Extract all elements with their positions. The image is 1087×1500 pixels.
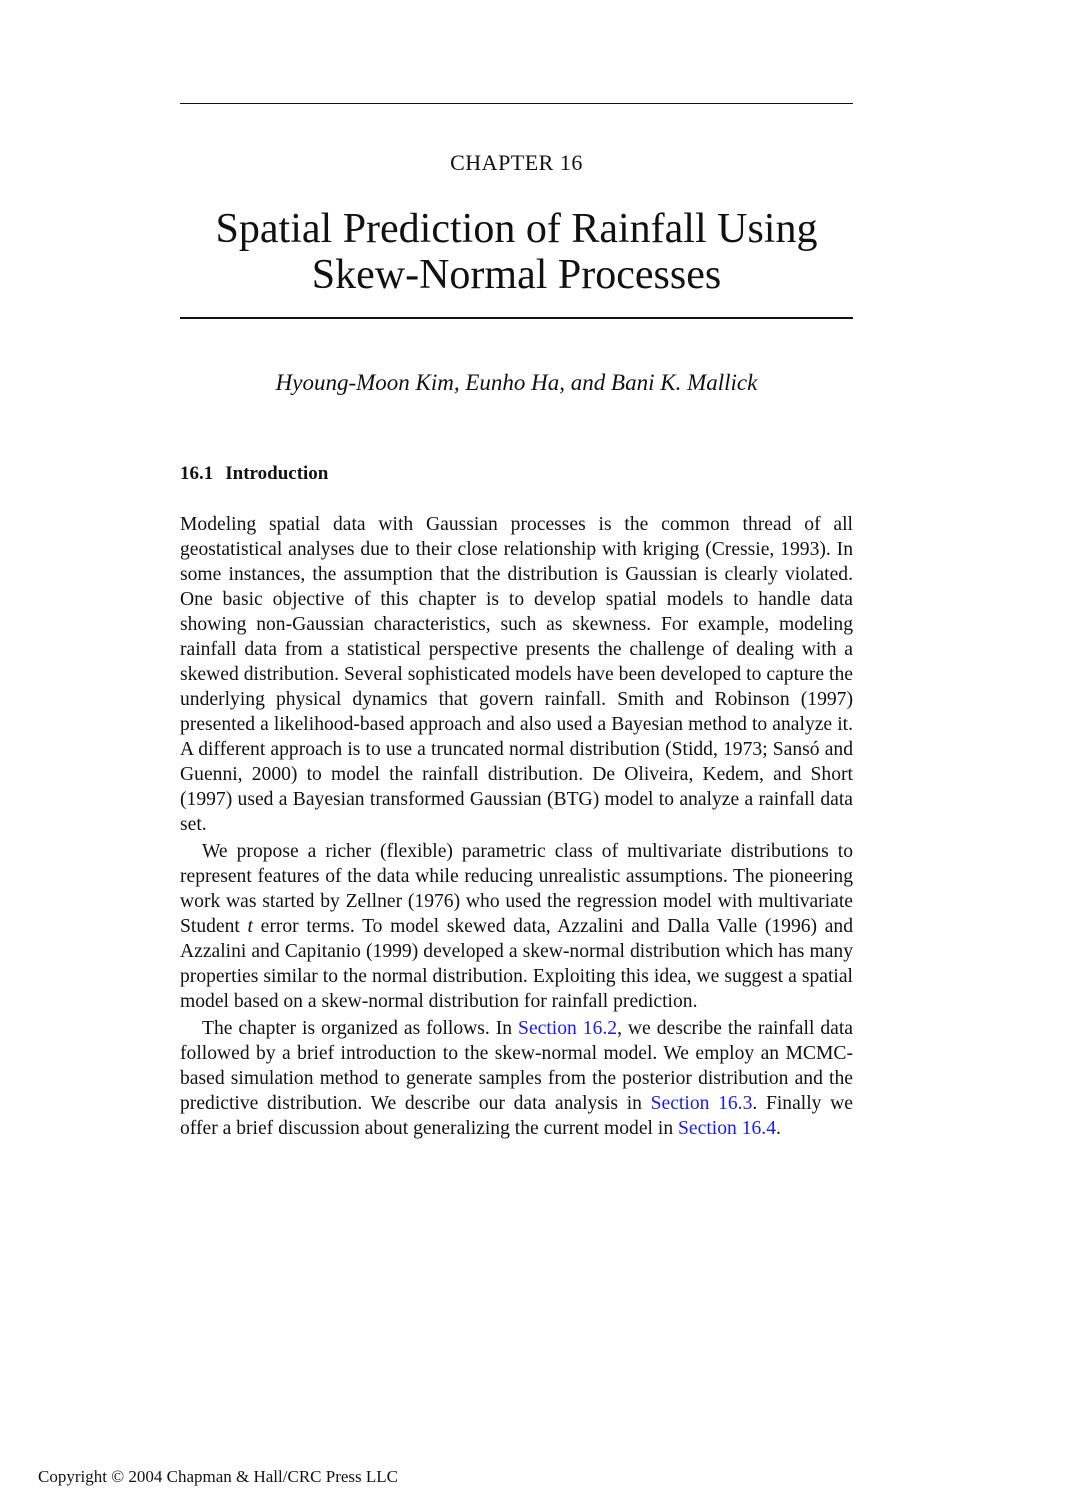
paragraph-2-text-b: error terms. To model skewed data, Azzalini and Dalla Valle (1996) and Azzalini and Capitanio (1999) developed a skew-normal distribution which has many properties similar to the normal distribution. Exploiting this idea, we suggest a spatial model based on a skew-normal distribution for rainfall prediction. [180, 916, 854, 1012]
chapter-authors: Hyoung-Moon Kim, Eunho Ha, and Bani K. Mallick [275, 370, 758, 395]
paragraph-3-text-c: . Finally we offer a brief discussion about generalizing the current model in [180, 1093, 853, 1139]
section-number: 16.1 [180, 463, 214, 484]
top-rule [180, 103, 853, 104]
paragraph-3-text-d: . [776, 1118, 781, 1139]
chapter-label: CHAPTER 16 [450, 150, 583, 175]
section-16-4-link[interactable]: Section 16.4 [678, 1118, 776, 1139]
paragraph-2-text-a: We propose a richer (flexible) parametric class of multivariate distributions to represent features of the data while reducing unrealistic assumptions. The pioneering work was started by Zellner (1976) who used the regression model with multivariate Student [180, 841, 853, 937]
section-16-3-link[interactable]: Section 16.3 [650, 1093, 753, 1114]
section-16-2-link[interactable]: Section 16.2 [518, 1018, 618, 1039]
body-text [180, 512, 853, 1141]
student-t-symbol: t [247, 916, 253, 937]
paragraph-3-text-a: The chapter is organized as follows. In [202, 1018, 519, 1039]
chapter-title-line-1: Spatial Prediction of Rainfall Using [215, 206, 818, 252]
title-rule [180, 317, 853, 319]
paragraph-1: Modeling spatial data with Gaussian processes is the common thread of all geostatistical analyses due to their close relationship with kriging (Cressie, 1993). In some instances, the assumption that the distribution is Gaussian is clearly violated. One basic objective of this chapter is to develop spatial models to handle data showing non-Gaussian characteristics, such as skewness. For example, modeling rainfall data from a statistical perspective presents the challenge of dealing with a skewed distribution. Several sophisticated models have been developed to capture the underlying physical dynamics that govern rainfall. Smith and Robinson (1997) presented a likelihood-based approach and also used a Bayesian method to analyze it. A different approach is to use a truncated normal distribution (Stidd, 1973; Sansó and Guenni, 2000) to model the rainfall distribution. De Oliveira, Kedem, and Short (1997) used a Bayesian transformed Gaussian (BTG) model to analyze a rainfall data set. [180, 514, 853, 835]
section-heading [180, 463, 328, 485]
paragraph-3-text-b: , we describe the rainfall data followed by a brief introduction to the skew-normal model. We employ an MCMC-based simulation method to generate samples from the posterior distribution and the predictive distribution. We describe our data analysis in [180, 1018, 853, 1114]
copyright-notice: Copyright © 2004 Chapman & Hall/CRC Press LLC [38, 1467, 398, 1486]
chapter-title [180, 206, 853, 298]
paragraph-2 [180, 839, 853, 1014]
paragraph-3 [180, 1016, 853, 1141]
chapter-title-line-2: Skew-Normal Processes [311, 252, 722, 298]
section-title: Introduction [225, 463, 329, 484]
